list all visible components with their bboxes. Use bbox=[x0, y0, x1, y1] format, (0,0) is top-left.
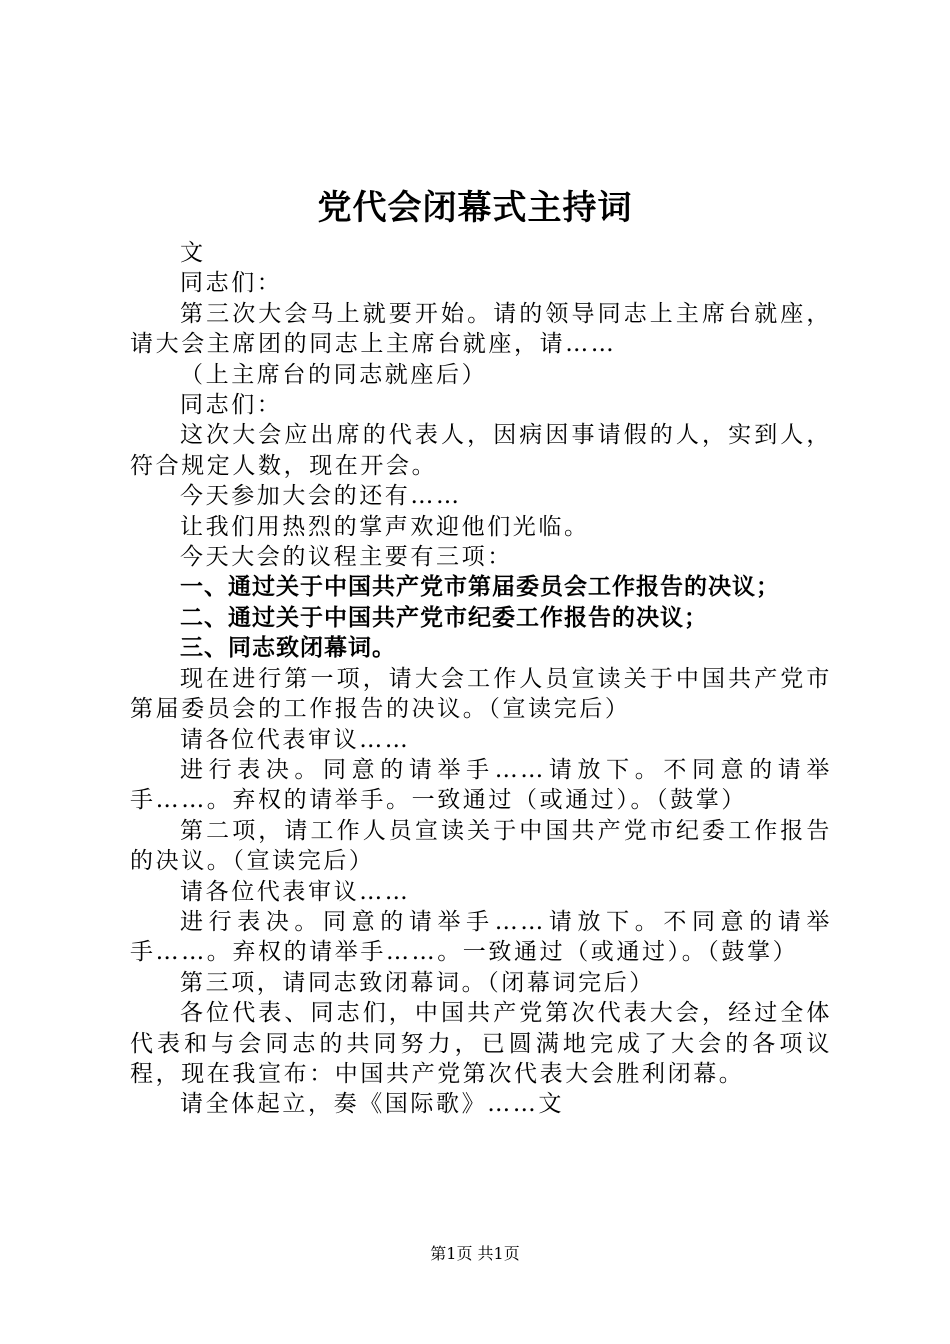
paragraph: （上主席台的同志就座后） bbox=[180, 361, 488, 388]
paragraph: 请各位代表审议…… bbox=[180, 726, 411, 753]
paragraph: 文 bbox=[180, 240, 206, 266]
paragraph: 进行表决。同意的请举手……请放下。不同意的请举手……。弃权的请举手……。一致通过（或通过）。（鼓掌） bbox=[130, 908, 832, 966]
paragraph: 今天参加大会的还有…… bbox=[180, 483, 462, 510]
document-body bbox=[130, 238, 832, 1120]
paragraph: 第二项，请工作人员宣读关于中国共产党市纪委工作报告的决议。（宣读完后） bbox=[130, 817, 832, 875]
paragraph: 进行表决。同意的请举手……请放下。不同意的请举手……。弃权的请举手。一致通过（或通过）。（鼓掌） bbox=[130, 756, 832, 814]
page-number: 第1页 共1页 bbox=[430, 1244, 520, 1263]
paragraph: 各位代表、同志们，中国共产党第次代表大会，经过全体代表和与会同志的共同努力，已圆满地完成了大会的各项议程，现在我宣布：中国共产党第次代表大会胜利闭幕。 bbox=[130, 1000, 832, 1087]
paragraph: 同志们： bbox=[180, 392, 283, 419]
paragraph: 现在进行第一项，请大会工作人员宣读关于中国共产党市第届委员会的工作报告的决议。（宣读完后） bbox=[130, 665, 832, 723]
paragraph: 今天大会的议程主要有三项： bbox=[180, 544, 513, 571]
paragraph: 同志们： bbox=[180, 270, 283, 297]
agenda-item-3: 三、同志致闭幕词。 bbox=[180, 635, 396, 662]
paragraph: 请全体起立，奏《国际歌》……文 bbox=[180, 1091, 564, 1118]
agenda-item-2: 二、通过关于中国共产党市纪委工作报告的决议； bbox=[180, 604, 708, 631]
paragraph: 第三次大会马上就要开始。请的领导同志上主席台就座，请大会主席团的同志上主席台就座，请…… bbox=[130, 300, 832, 358]
document-title: 党代会闭幕式主持词 bbox=[317, 188, 633, 228]
paragraph: 这次大会应出席的代表人，因病因事请假的人，实到人，符合规定人数，现在开会。 bbox=[130, 422, 832, 479]
paragraph: 请各位代表审议…… bbox=[180, 878, 411, 905]
paragraph: 第三项，请同志致闭幕词。（闭幕词完后） bbox=[180, 969, 655, 996]
agenda-item-1: 一、通过关于中国共产党市第届委员会工作报告的决议； bbox=[180, 574, 780, 601]
paragraph: 让我们用热烈的掌声欢迎他们光临。 bbox=[180, 513, 590, 540]
